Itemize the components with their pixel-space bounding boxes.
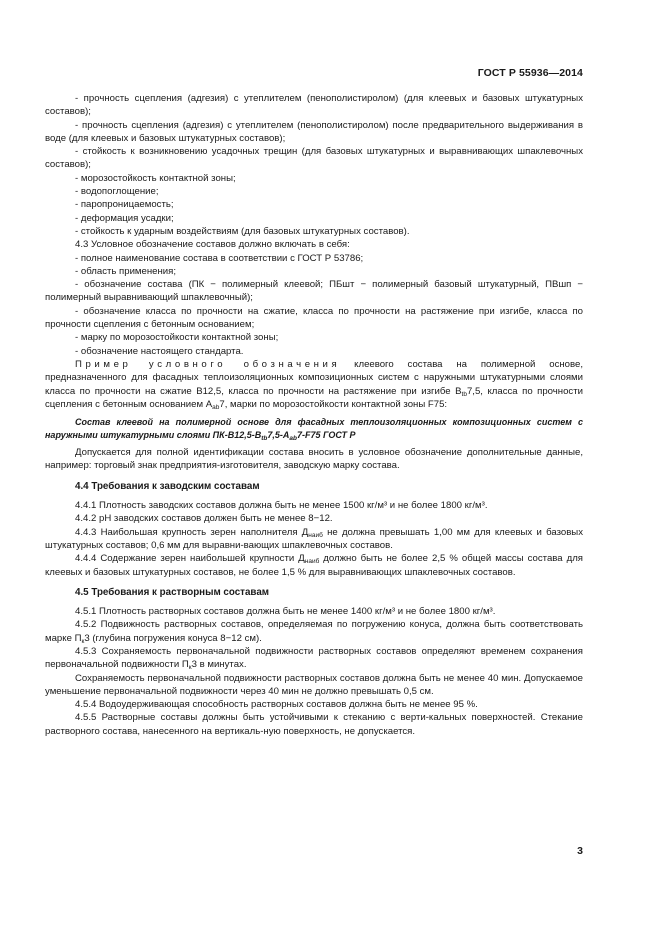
list-item: - полное наименование состава в соответствии с ГОСТ Р 53786;: [75, 252, 364, 264]
paragraph: 4.5.3 Сохраняемость первоначальной подвижности растворных составов определяют временем сохранения первоначальной подвижности $П_к3$ в минутах.: [45, 645, 583, 672]
paragraph: 4.4.2 pH заводских составов должен быть не менее 8−12.: [75, 513, 333, 525]
example-paragraph: Пример условного обозначения клеевого состава на полимерной основе, предназначенного для фасадных теплоизоляционных композиционных систем с наружными штукатурными слоями класса по прочности на сжатие B12,5, класса по прочности на растяжение при изгибе $B_{tb}7,5$, класса по прочности сцепления с бетонным основанием $A_{ab}7$, марки по морозостойкости контактной зоны F75:: [45, 358, 583, 411]
paragraph: 4.5.1 Плотность растворных составов должна быть не менее 1400 кг/м³ и не более 1800 кг/м³.: [75, 606, 496, 618]
list-item: - паропроницаемость;: [75, 199, 174, 211]
standard-header: ГОСТ Р 55936—2014: [477, 67, 583, 79]
paragraph: 4.4.3 Наибольшая крупность зерен наполнителя $Д_{наиб}$ не должна превышать 1,00 мм для клеевых и базовых штукатурных составов; 0,6 мм для выравни-вающих шпаклевочных составов.: [45, 526, 583, 551]
paragraph: 4.5.5 Растворные составы должны быть устойчивыми к стеканию с верти-кальных поверхностей. Стекание растворного состава, нанесенного на вертикаль-ную поверхность, не допускается.: [45, 712, 583, 737]
example-label: Пример условного обозначения: [75, 358, 341, 370]
list-item: - марку по морозостойкости контактной зоны;: [75, 332, 279, 344]
section-4-4-title: 4.4 Требования к заводским составам: [75, 480, 260, 492]
example-designation: Состав клеевой на полимерной основе для фасадных теплоизоляционных композиционных систем с наружными штукатурными слоями $ПК-B12,5-B_{tb}7,5-A_{ab}7-F75$ ГОСТ Р: [45, 417, 583, 442]
section-4-5-title: 4.5 Требования к растворным составам: [75, 586, 270, 598]
paragraph: 4.4.1 Плотность заводских составов должна быть не менее 1500 кг/м³ и не более 1800 кг/м³.: [75, 500, 488, 512]
paragraph: 4.5.4 Водоудерживающая способность растворных составов должна быть не менее 95 %.: [75, 699, 478, 711]
document-body: [45, 92, 583, 738]
list-item: - обозначение настоящего стандарта.: [75, 345, 244, 357]
list-item: - стойкость к возникновению усадочных трещин (для базовых штукатурных и выравнивающих шпаклевочных составов);: [45, 146, 583, 171]
list-item: - деформация усадки;: [75, 212, 174, 224]
paragraph: 4.4.4 Содержание зерен наибольшей крупности $Д_{наиб}$ должно быть не более 2,5 % общей массы состава для клеевых и базовых штукатурных составов, не более 1,5 % для выравнивающих шпаклевочных составов.: [45, 553, 583, 578]
list-item: - водопоглощение;: [75, 186, 159, 198]
paragraph: Сохраняемость первоначальной подвижности растворных составов должна быть не менее 40 мин. Допускаемое уменьшение первоначальной подвижности через 40 мин не должно превышать 0,5 см.: [45, 672, 583, 697]
section-4-3-intro: 4.3 Условное обозначение составов должно включать в себя:: [75, 239, 350, 251]
list-item: - морозостойкость контактной зоны;: [75, 172, 236, 184]
list-item: - обозначение класса по прочности на сжатие, класса по прочности на растяжение при изгибе, класса по прочности сцепления с бетонным основанием;: [45, 305, 583, 331]
extra-note: Допускается для полной идентификации состава вносить в условное обозначение дополнительные данные, например: торговый знак предприятия-изготовителя, заводскую марку состава.: [45, 447, 583, 472]
list-item: - прочность сцепления (адгезия) с утеплителем (пенополистиролом) (для клеевых и базовых штукатурных составов);: [45, 93, 583, 118]
list-item: - область применения;: [75, 265, 177, 277]
list-item: - обозначение состава (ПК − полимерный клеевой; ПБшт − полимерный базовый штукатурный, ПВшп − полимерный выравнивающий шпаклевочный);: [45, 279, 583, 304]
list-item: - стойкость к ударным воздействиям (для базовых штукатурных составов).: [75, 225, 410, 237]
list-item: - прочность сцепления (адгезия) с утеплителем (пенополистиролом) после предварительного выдерживания в воде (для клеевых и базовых штукатурных составов);: [45, 119, 583, 144]
page-number: 3: [577, 845, 583, 857]
paragraph: 4.5.2 Подвижность растворных составов, определяемая по погружению конуса, должна быть соответствовать марке $П_к3$ (глубина погружения конуса 8−12 см).: [45, 619, 583, 645]
